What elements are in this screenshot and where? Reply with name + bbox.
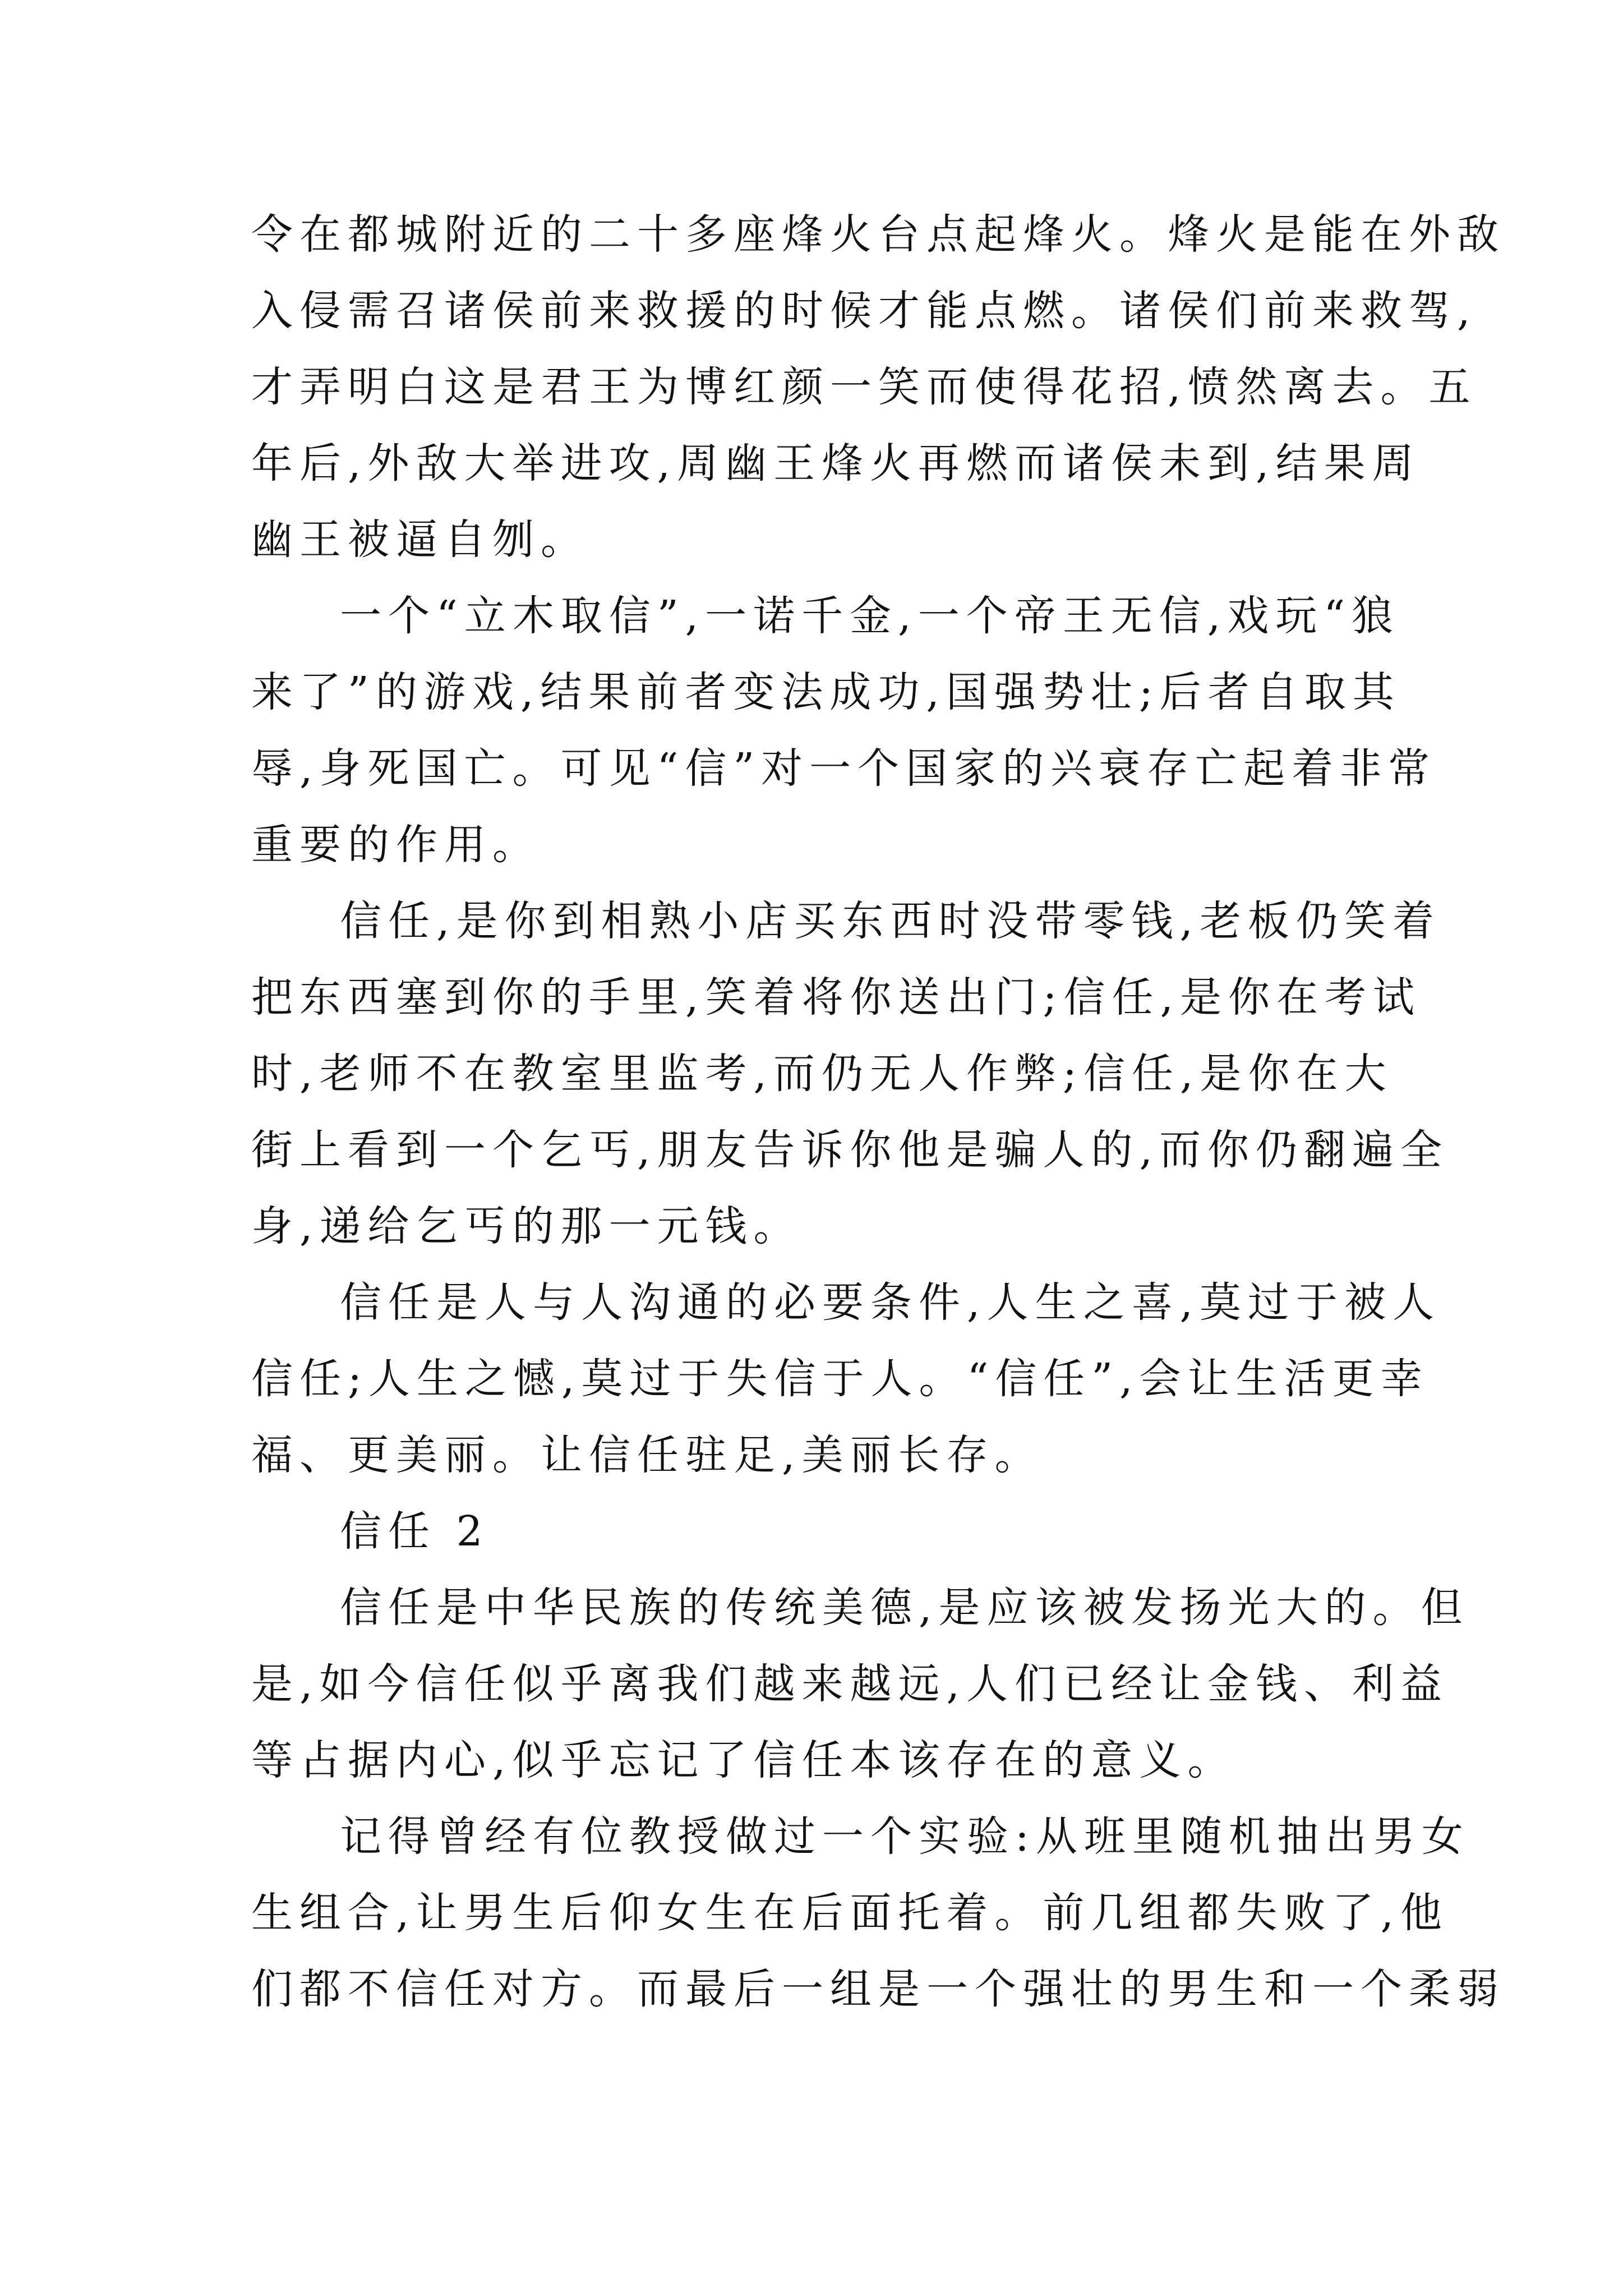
- text-line: 时,老师不在教室里监考,而仍无人作弊;信任,是你在大: [251, 1050, 1393, 1098]
- text-line: 身,递给乞丐的那一元钱。: [251, 1202, 802, 1250]
- text-line: 信任,是你到相熟小店买东西时没带零钱,老板仍笑着: [340, 897, 1441, 945]
- text-line: 信任是中华民族的传统美德,是应该被发扬光大的。但: [340, 1584, 1469, 1632]
- text-line: 辱,身死国亡。可见“信”对一个国家的兴衰存亡起着非常: [251, 744, 1437, 793]
- paragraph: [251, 578, 1437, 883]
- text-line: 记得曾经有位教授做过一个实验:从班里随机抽出男女: [340, 1812, 1470, 1861]
- text-line: 福、更美丽。让信任驻足,美丽长存。: [251, 1431, 1043, 1479]
- paragraph: [251, 1798, 1505, 2027]
- text-line: 生组合,让男生后仰女生在后面托着。前几组都失败了,他: [251, 1889, 1449, 1937]
- paragraph: [251, 1264, 1441, 1493]
- text-line: 令在都城附近的二十多座烽火台点起烽火。烽火是能在外敌: [251, 210, 1505, 259]
- text-line: 们都不信任对方。而最后一组是一个强壮的男生和一个柔弱: [251, 1965, 1505, 2013]
- text-line: 是,如今信任似乎离我们越来越远,人们已经让金钱、利益: [251, 1660, 1449, 1708]
- text-line: 重要的作用。: [251, 821, 541, 869]
- document-body: [251, 196, 1505, 2027]
- text-line: 入侵需召诸侯前来救援的时候才能点燃。诸侯们前来救驾,: [251, 287, 1477, 335]
- text-line: 来了”的游戏,结果前者变法成功,国强势壮;后者自取其: [251, 668, 1401, 716]
- paragraph: [251, 1570, 1469, 1798]
- text-line: 幽王被逼自刎。: [251, 516, 589, 564]
- text-line: 信任;人生之憾,莫过于失信于人。“信任”,会让生活更幸: [251, 1355, 1429, 1403]
- text-line: 信任 2: [340, 1507, 490, 1556]
- text-line: 街上看到一个乞丐,朋友告诉你他是骗人的,而你仍翻遍全: [251, 1126, 1449, 1174]
- text-line: 信任是人与人沟通的必要条件,人生之喜,莫过于被人: [340, 1278, 1441, 1327]
- paragraph: [251, 883, 1449, 1264]
- text-line: 才弄明白这是君王为博红颜一笑而使得花招,愤然离去。五: [251, 363, 1477, 411]
- text-line: 等占据内心,似乎忘记了信任本该存在的意义。: [251, 1736, 1236, 1784]
- paragraph: [251, 196, 1505, 578]
- paragraph: [251, 1493, 1401, 1570]
- text-line: 年后,外敌大举进攻,周幽王烽火再燃而诸侯未到,结果周: [251, 439, 1421, 487]
- text-line: 把东西塞到你的手里,笑着将你送出门;信任,是你在考试: [251, 973, 1421, 1022]
- text-line: 一个“立木取信”,一诺千金,一个帝王无信,戏玩“狼: [340, 592, 1400, 640]
